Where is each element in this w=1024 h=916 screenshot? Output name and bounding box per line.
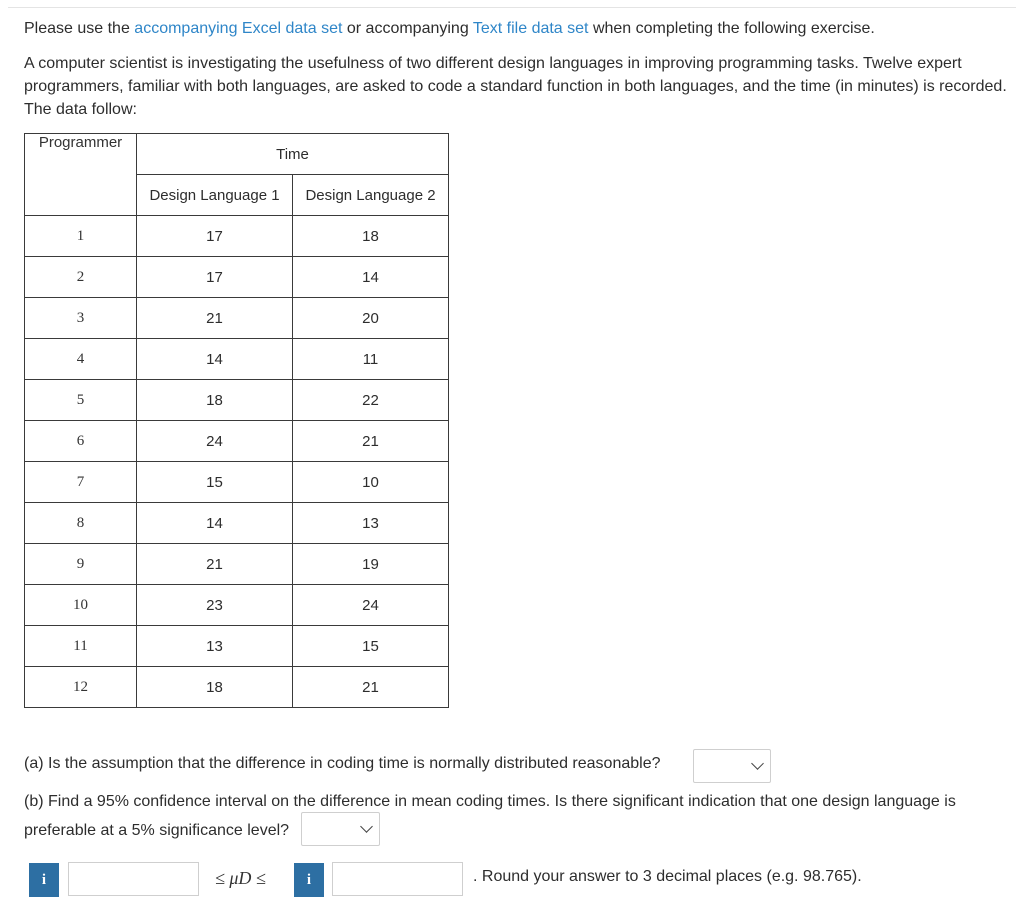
table-row [25,421,449,462]
language-1-cell: 14 [137,339,293,380]
data-table [24,133,449,708]
intro-middle: or accompanying [342,20,473,37]
design-language-2-header: Design Language 2 [293,175,449,216]
language-2-cell: 21 [293,667,449,708]
language-1-cell: 14 [137,503,293,544]
mu-d-symbol: ≤ μD ≤ [215,868,266,888]
language-1-cell: 17 [137,216,293,257]
programmer-cell: 4 [25,339,137,380]
language-2-cell: 15 [293,626,449,667]
language-2-cell: 11 [293,339,449,380]
chevron-down-icon [751,757,764,770]
programmer-cell: 5 [25,380,137,421]
language-2-cell: 10 [293,462,449,503]
language-2-cell: 18 [293,216,449,257]
time-header: Time [137,134,449,175]
upper-bound-input[interactable] [332,862,463,896]
excel-data-link[interactable]: accompanying Excel data set [134,20,343,37]
programmer-cell: 8 [25,503,137,544]
language-1-cell: 15 [137,462,293,503]
question-b: (b) Find a 95% confidence interval on the difference in mean coding times. Is there significant indication that one design language is preferable at a 5% significance level? [24,793,956,839]
rounding-note: . Round your answer to 3 decimal places (e.g. 98.765). [473,868,862,885]
intro-suffix: when completing the following exercise. [588,20,875,37]
intro-prefix: Please use the [24,20,135,37]
problem-text: A computer scientist is investigating the usefulness of two different design languages in improving programming tasks. Twelve expert programmers, familiar with both languages, are asked to code a standard function in both languages, and the time (in minutes) is recorded. The data follow: [24,55,1007,118]
language-2-cell: 21 [293,421,449,462]
programmer-header: Programmer [25,134,137,216]
language-1-cell: 21 [137,544,293,585]
significance-select[interactable] [301,812,380,846]
language-1-cell: 17 [137,257,293,298]
lower-bound-input[interactable] [68,862,199,896]
language-2-cell: 19 [293,544,449,585]
language-2-cell: 14 [293,257,449,298]
chevron-down-icon [360,820,373,833]
language-1-cell: 18 [137,380,293,421]
table-row [25,503,449,544]
info-icon[interactable]: i [29,863,59,897]
programmer-cell: 2 [25,257,137,298]
programmer-cell: 9 [25,544,137,585]
language-1-cell: 24 [137,421,293,462]
language-2-cell: 20 [293,298,449,339]
table-row [25,298,449,339]
normality-select[interactable] [693,749,771,783]
language-1-cell: 21 [137,298,293,339]
table-row [25,339,449,380]
programmer-cell: 10 [25,585,137,626]
table-row [25,257,449,298]
language-1-cell: 18 [137,667,293,708]
language-2-cell: 13 [293,503,449,544]
table-row [25,626,449,667]
programmer-cell: 11 [25,626,137,667]
table-row [25,462,449,503]
programmer-cell: 1 [25,216,137,257]
design-language-1-header: Design Language 1 [137,175,293,216]
question-a: (a) Is the assumption that the difference in coding time is normally distributed reasonable? [24,755,661,772]
programmer-cell: 7 [25,462,137,503]
intro-text [24,17,1009,40]
table-row [25,667,449,708]
table-row [25,585,449,626]
programmer-cell: 12 [25,667,137,708]
programmer-cell: 3 [25,298,137,339]
language-1-cell: 13 [137,626,293,667]
text-file-data-link[interactable]: Text file data set [472,20,589,37]
language-2-cell: 22 [293,380,449,421]
top-divider [8,7,1016,8]
table-row [25,544,449,585]
info-icon[interactable]: i [294,863,324,897]
table-row [25,216,449,257]
programmer-cell: 6 [25,421,137,462]
language-2-cell: 24 [293,585,449,626]
language-1-cell: 23 [137,585,293,626]
table-row [25,380,449,421]
